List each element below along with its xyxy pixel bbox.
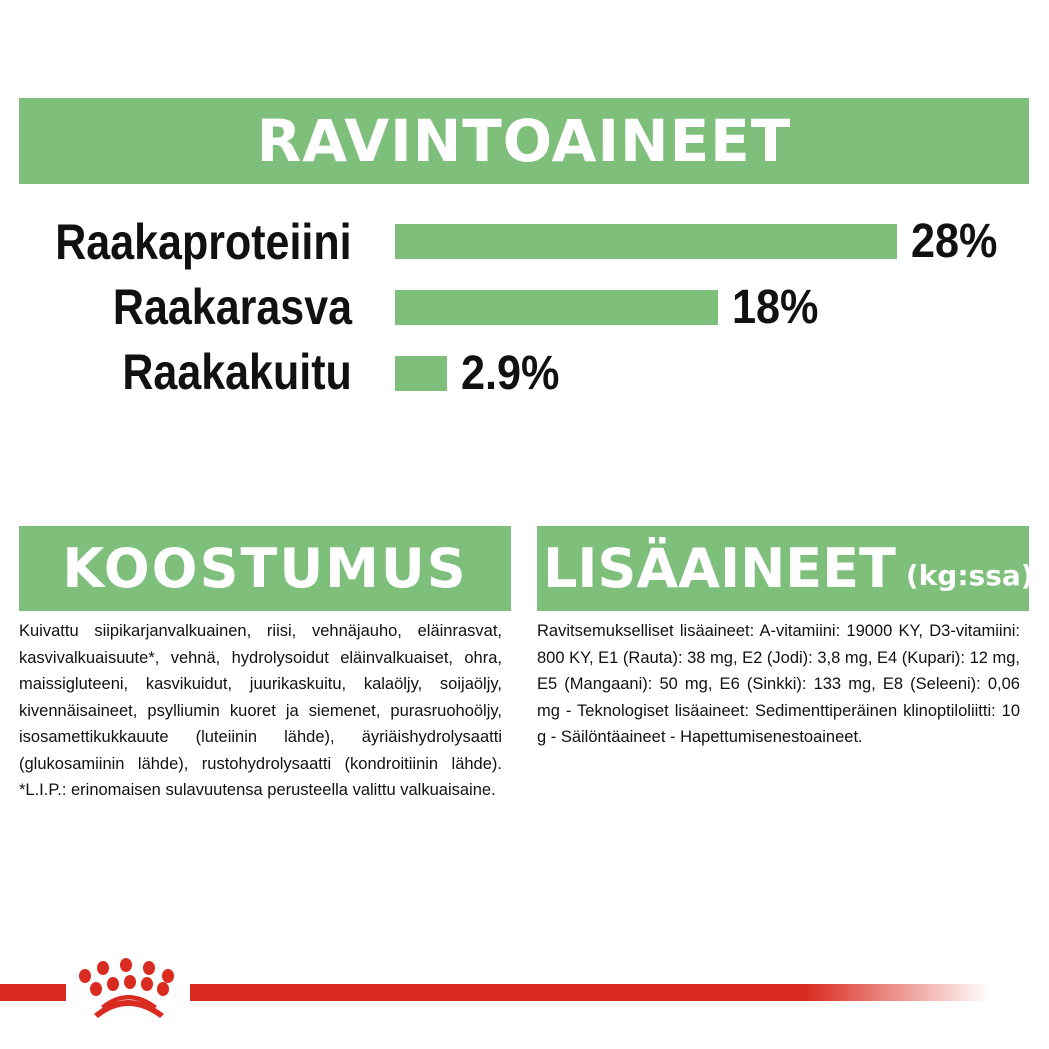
additives-text: Ravitsemukselliset lisäaineet: A-vitamiini: 19000 KY, D3-vitamiini: 800 KY, E1 (Rauta): 38 mg, E2 (Jodi): 3,8 mg, E4 (Kupari): 12 mg, E5 (Mangaani): 50 mg, E6 (Sinkki): 133 mg, E8 (Seleeni): 0,06 mg - Teknologiset lisäaineet: Sedimenttiperäinen klinoptiloliitti: 10 g - Säilöntäaineet - Hapettumisenestoaineet. [537, 622, 1021, 746]
nutrients-header [19, 98, 1029, 184]
nutrient-bar-fat [395, 290, 718, 325]
nutrient-value-fat: 18% [732, 281, 819, 334]
nutrient-label-fiber: Raakakuitu [122, 344, 352, 400]
nutrient-label-fat: Raakarasva [112, 279, 352, 335]
nutrient-value-fiber: 2.9% [461, 347, 560, 400]
additives-header [537, 526, 1034, 611]
nutrient-bar-protein [395, 224, 897, 259]
composition-header [19, 526, 511, 611]
additives-unit: (kg:ssa) [905, 559, 1034, 592]
crown-paw-logo-icon [72, 958, 184, 1022]
composition-title: KOOSTUMUS [62, 537, 468, 600]
brand-line-left [0, 984, 66, 1001]
additives-title: LISÄAINEET [543, 537, 896, 600]
nutrient-label-protein: Raakaproteiini [55, 214, 352, 270]
nutrients-title: RAVINTOAINEET [256, 107, 792, 175]
brand-line-right [190, 984, 990, 1001]
nutrient-bar-fiber [395, 356, 447, 391]
nutrient-value-protein: 28% [911, 215, 998, 268]
composition-text: Kuivattu siipikarjanvalkuainen, riisi, vehnäjauho, eläinrasvat, kasvivalkuaisuute*, vehnä, hydrolysoidut eläinvalkuaiset, ohra, maissigluteeni, kasvikuidut, juurikaskuitu, kalaöljy, soijaöljy, kivennäisaineet, psylliumin kuoret ja siemenet, purasruohoöljy, isosamettikukkauute (luteiinin lähde), äyriäishydrolysaatti (glukosamiinin lähde), rustohydrolysaatti (kondroitiinin lähde). *L.I.P.: erinomaisen sulavuutensa perusteella valittu valkuaisaine. [19, 622, 502, 799]
